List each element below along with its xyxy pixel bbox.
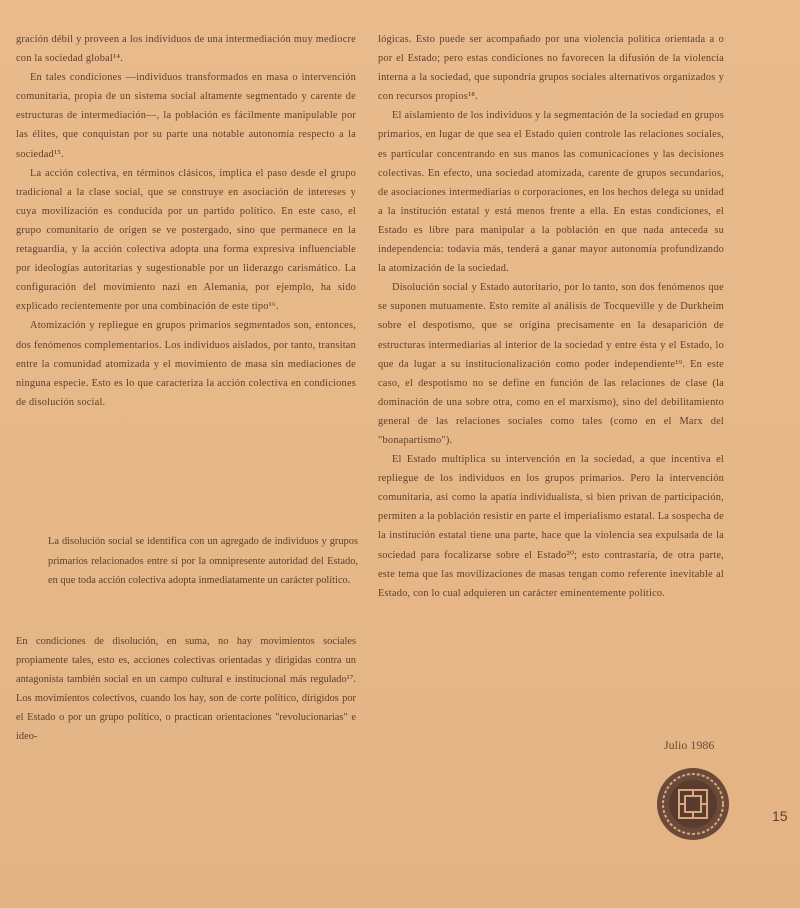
paragraph: En tales condiciones —individuos transformados en masa o intervención comunitaria, propia de un sistema social altamente segmentado y carente de estructuras de intermediación—, la población es fácilmente manipulable por las élites, que conquistan por su parte una notable autonomía respecto a la sociedad¹⁵. bbox=[16, 72, 356, 160]
paragraph: El Estado multiplica su intervención en la sociedad, a que incentiva el repliegue de los individuos en los grupos primarios. Pero la intervención comunitaria, así como la apatía individualista, si bien privan de participación, permiten a la población resistir en parte el imperialismo estatal. La sospecha de la institución estatal tiene una parte, hace que la violencia sea expulsada de la sociedad para focalizarse sobre el Estado²⁰; esto contrastaría, de otra parte, este tema que las movilizaciones de masas tengan como referente inevitable al Estado, con lo cual adquieren un carácter eminentemente político. bbox=[378, 454, 724, 599]
left-column-continuation bbox=[16, 632, 356, 747]
left-column bbox=[16, 30, 356, 412]
paragraph: Atomización y repliegue en grupos primarios segmentados son, entonces, dos fenómenos complementarios. Los individuos aislados, por tanto, transitan entre la comunidad atomizada y el movimiento de masa sin mediaciones de ninguna especie. Esto es lo que caracteriza la acción colectiva en condiciones de disolución social. bbox=[16, 320, 356, 408]
paragraph: lógicas. Esto puede ser acompañado por una violencia política orientada a o por el Estado; pero estas condiciones no favorecen la difusión de la violencia interna a la sociedad, que supondría grupos sociales alternativos organizados y con recursos propios¹⁸. bbox=[378, 34, 724, 103]
paragraph: gración débil y proveen a los individuos de una intermediación muy mediocre con la sociedad global¹⁴. bbox=[16, 34, 356, 65]
paragraph: La acción colectiva, en términos clásicos, implica el paso desde el grupo tradicional a la clase social, que se construye en asociación de intereses y cuya movilización es conducida por un partido político. En este caso, el grupo comunitario de origen se ve postergado, sino que permanece en la retaguardia, y la acción colectiva adopta una forma expresiva influenciable por ideologías autoritarias y sugestionable por un liderazgo carismático. La configuración del movimiento nazi en Alemania, por ejemplo, ha sido explicado recientemente por una combinación de este tipo¹⁶. bbox=[16, 167, 356, 313]
page-number: 15 bbox=[772, 808, 788, 824]
paragraph: Disolución social y Estado autoritario, por lo tanto, son dos fenómenos que se suponen mutuamente. Esto remite al análisis de Tocqueville y de Durkheim sobre el despotismo, que se origina precisamente en la desaparición de estructuras intermediarias al interior de la sociedad y entre ésta y el Estado, lo que da lugar a su institucionalización como poder independiente¹⁹. En este caso, el despotismo no se define en función de las relaciones de clase (la dominación de una sobre otra, como en el marxismo), sino del debilitamiento general de las relaciones sociales como tales (como en el Marx del "bonapartismo"). bbox=[378, 282, 724, 446]
pull-quote: La disolución social se identifica con un agregado de individuos y grupos primarios relacionados entre sí por la omnipresente autoridad del Estado, en que toda acción colectiva adopta inmediatamente un carácter político. bbox=[48, 536, 358, 586]
circular-seal-logo-icon bbox=[655, 766, 731, 842]
date-signature: Julio 1986 bbox=[664, 738, 715, 752]
paragraph: En condiciones de disolución, en suma, no hay movimientos sociales propiamente tales, esto es, acciones colectivas orientadas y dirigidas contra un antagonista también social en un campo cultural e institucional más regulado¹⁷. Los movimientos colectivos, cuando los hay, son de corte político, dirigidos por el Estado o por un grupo político, o practican orientaciones "revolucionarias" e ideo- bbox=[16, 636, 356, 743]
paragraph: El aislamiento de los individuos y la segmentación de la sociedad en grupos primarios, en lugar de que sea el Estado quien controle las relaciones sociales, es particular concentrando en sus manos las comunicaciones y las decisiones colectivas. En efecto, una sociedad atomizada, carente de grupos secundarios, de asociaciones intermediarias o corporaciones, en los hechos delega su unidad a la institución estatal y está menos frente a ella. En estas condiciones, el Estado es libre para manipular a la población en que nada anteceda su independencia: todavía más, tenderá a ganar mayor autonomía profundizando la atomización de la sociedad. bbox=[378, 110, 724, 275]
right-column bbox=[378, 30, 724, 603]
